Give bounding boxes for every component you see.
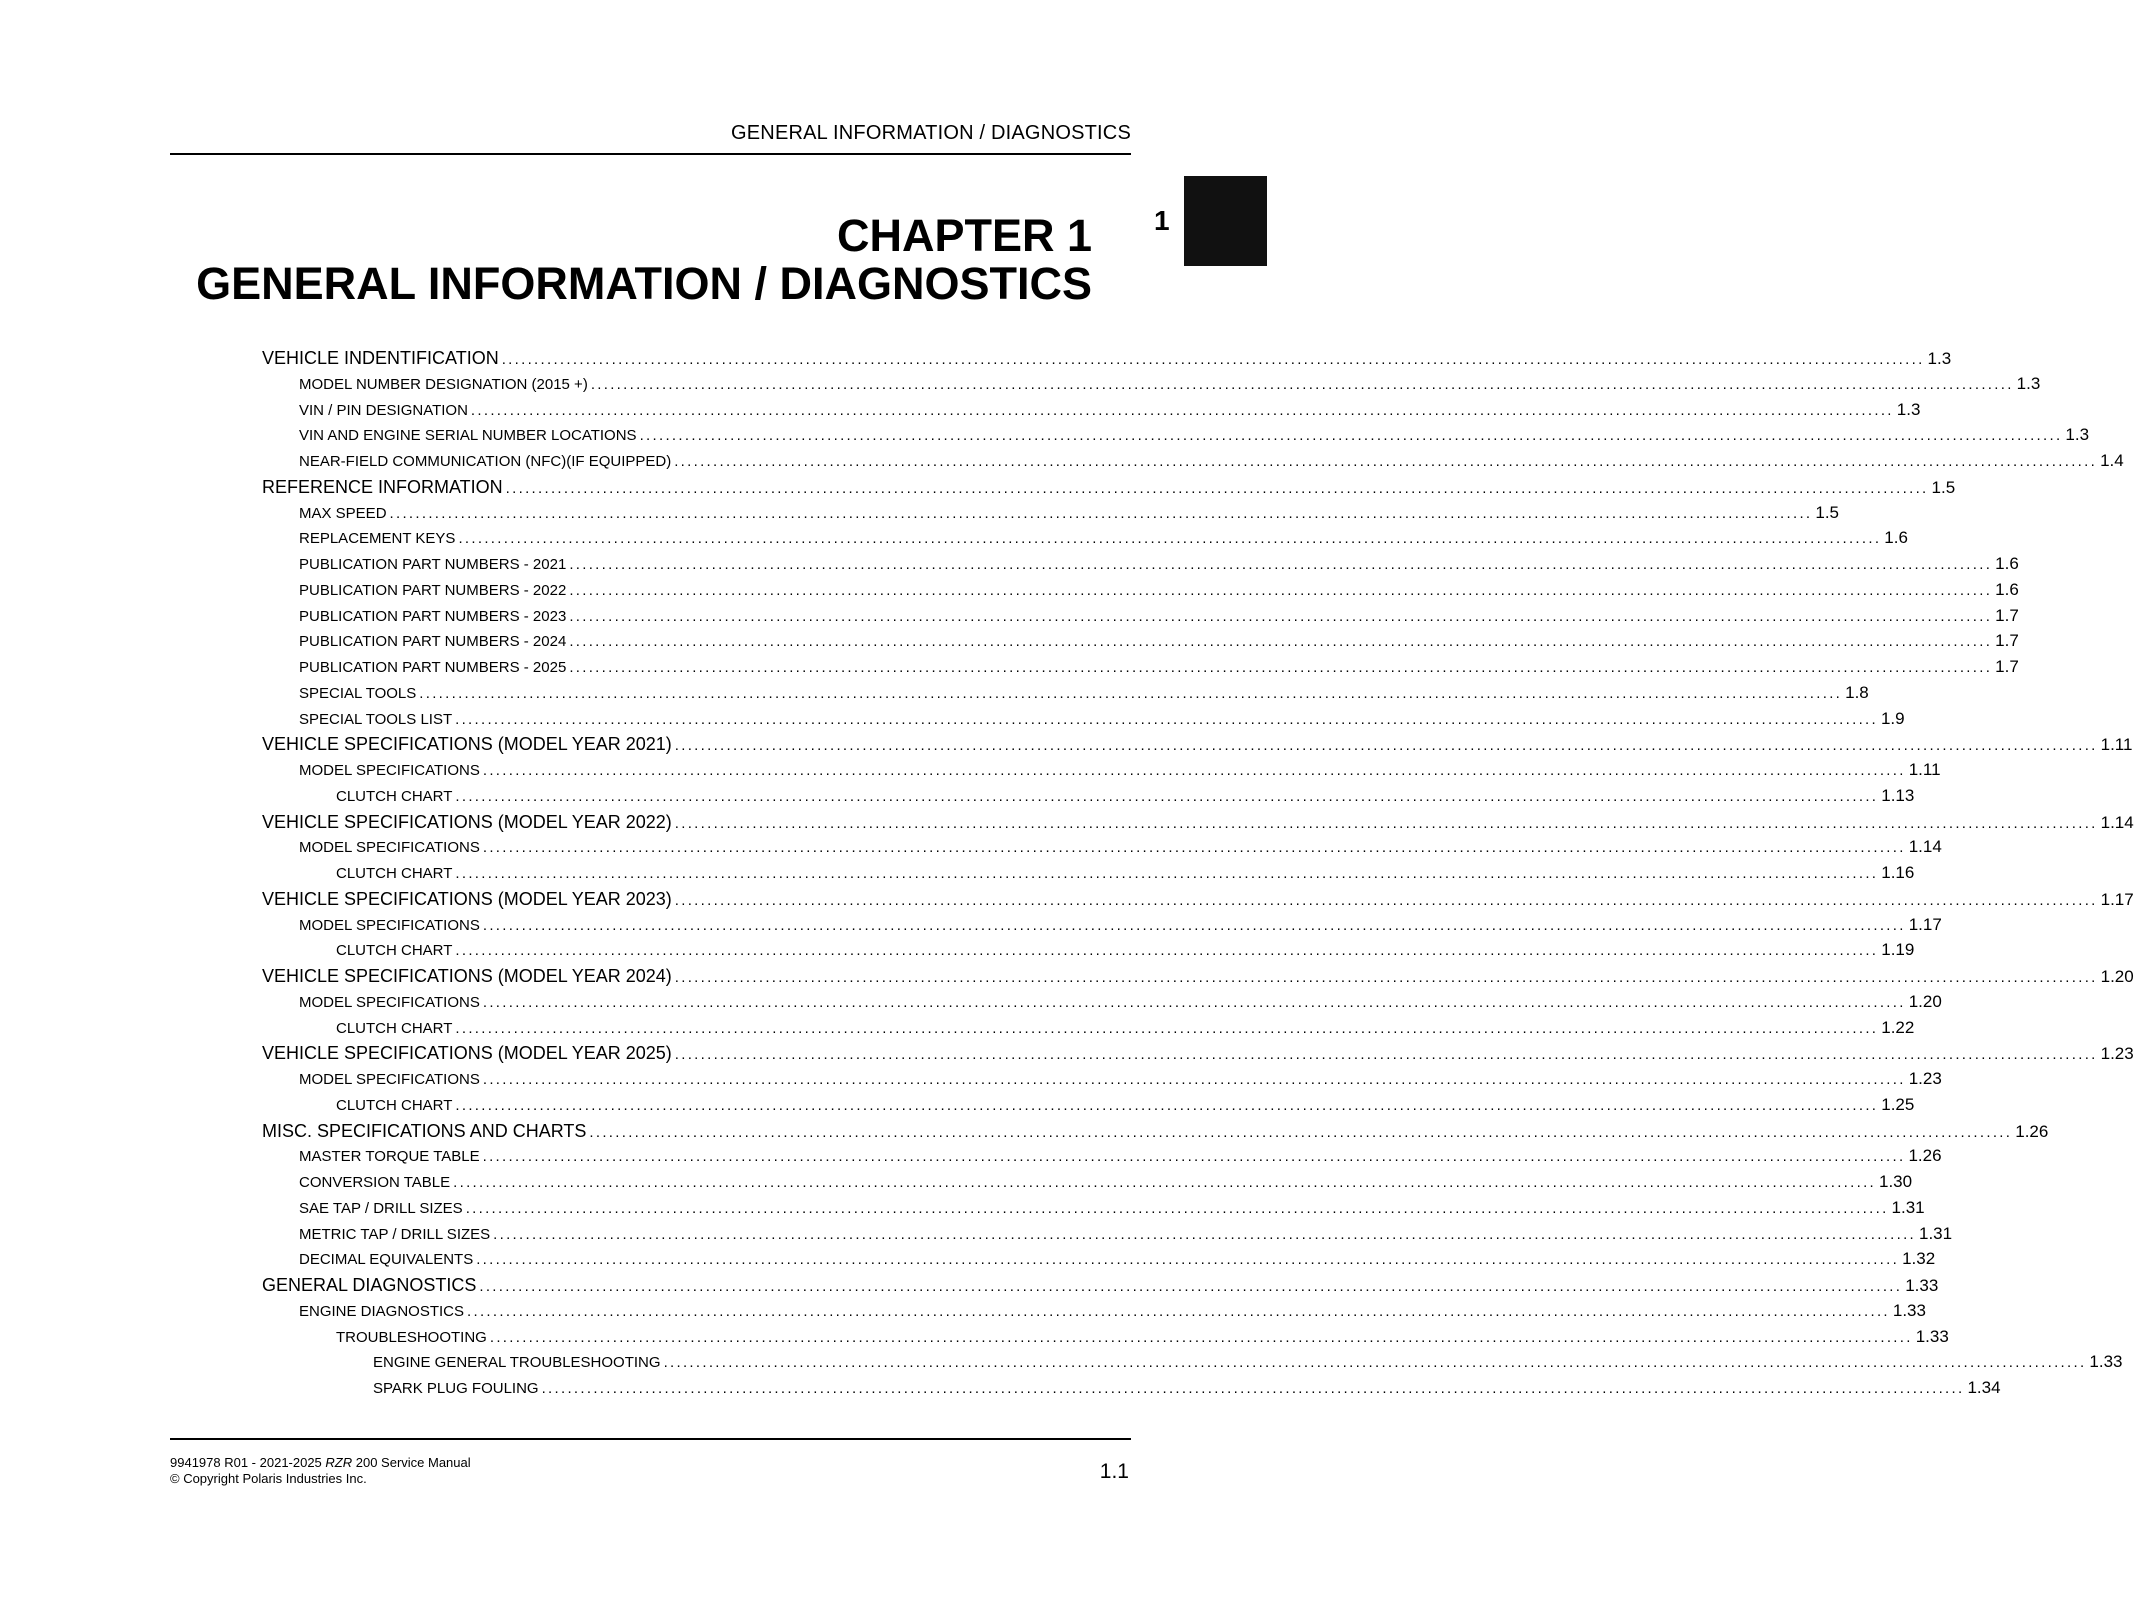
doc-suffix: 200 Service Manual (352, 1455, 471, 1470)
toc-entry[interactable] (262, 605, 2019, 632)
toc-entry-page: 1.9 (1880, 708, 1905, 728)
chapter-number: CHAPTER 1 (836, 210, 1092, 261)
toc-dot-leader: ............................................................................................................................................................................................................................ (674, 737, 2098, 755)
footer-doc-info (170, 1455, 471, 1487)
toc-entry[interactable] (262, 579, 2019, 606)
toc-dot-leader: ............................................................................................................................................................................................................................ (482, 1148, 1906, 1166)
toc-entry-page: 1.3 (2016, 373, 2041, 393)
toc-dot-leader: ............................................................................................................................................................................................................................ (453, 1174, 1876, 1191)
toc-entry[interactable] (262, 888, 2134, 915)
toc-entry-title: CLUTCH CHART (336, 942, 453, 960)
toc-entry-title: VEHICLE INDENTIFICATION (262, 348, 499, 368)
toc-dot-leader: ............................................................................................................................................................................................................................ (569, 581, 1993, 599)
toc-entry-title: VIN / PIN DESIGNATION (299, 401, 468, 419)
toc-entry-page: 1.33 (1905, 1276, 1939, 1295)
toc-entry-page: 1.6 (1884, 528, 1908, 548)
toc-entry-title: MISC. SPECIFICATIONS AND CHARTS (262, 1120, 587, 1141)
toc-entry-page: 1.7 (1995, 657, 2019, 676)
toc-dot-leader: ............................................................................................................................................................................................................................ (501, 351, 1925, 368)
toc-dot-leader: ............................................................................................................................................................................................................................ (467, 1302, 1890, 1320)
toc-entry-title: PUBLICATION PART NUMBERS - 2023 (299, 607, 567, 625)
toc-dot-leader: ............................................................................................................................................................................................................................ (476, 1251, 1900, 1269)
toc-entry-page: 1.14 (2100, 812, 2134, 832)
toc-entry[interactable] (262, 837, 1942, 863)
toc-entry-page: 1.33 (2089, 1352, 2123, 1372)
toc-entry[interactable] (262, 966, 2134, 992)
toc-dot-leader: ............................................................................................................................................................................................................................ (674, 891, 2098, 909)
toc-entry-title: ENGINE GENERAL TROUBLESHOOTING (373, 1354, 661, 1372)
toc-entry-page: 1.34 (1967, 1378, 2001, 1397)
toc-dot-leader: ............................................................................................................................................................................................................................ (455, 1096, 1879, 1114)
toc-entry[interactable] (262, 991, 1942, 1018)
toc-entry-title: VEHICLE SPECIFICATIONS (MODEL YEAR 2025) (262, 1043, 672, 1064)
toc-entry-page: 1.5 (1931, 477, 1956, 497)
toc-entry-title: MAX SPEED (299, 504, 387, 522)
header-rule (170, 153, 1131, 155)
toc-entry[interactable] (262, 451, 2124, 477)
toc-entry-title: DECIMAL EQUIVALENTS (299, 1251, 474, 1269)
toc-dot-leader: ............................................................................................................................................................................................................................ (569, 633, 1993, 651)
toc-entry-page: 1.32 (1902, 1249, 1936, 1269)
toc-entry-title: MODEL NUMBER DESIGNATION (2015 +) (299, 375, 588, 393)
toc-entry-page: 1.26 (2015, 1121, 2049, 1141)
toc-dot-leader: ............................................................................................................................................................................................................................ (458, 530, 1882, 548)
toc-dot-leader: ............................................................................................................................................................................................................................ (569, 607, 1993, 625)
toc-entry-title: CONVERSION TABLE (299, 1174, 451, 1191)
toc-dot-leader: ............................................................................................................................................................................................................................ (479, 1278, 1903, 1295)
toc-dot-leader: ............................................................................................................................................................................................................................ (674, 969, 2098, 986)
chapter-title (196, 212, 1092, 308)
footer-rule (170, 1438, 1131, 1440)
toc-entry-page: 1.26 (1908, 1146, 1942, 1166)
toc-entry-page: 1.5 (1815, 502, 1840, 522)
toc-entry-title: CLUTCH CHART (336, 787, 453, 805)
toc-entry-page: 1.31 (1891, 1197, 1925, 1217)
toc-dot-leader: ............................................................................................................................................................................................................................ (465, 1199, 1889, 1217)
toc-entry-page: 1.33 (1915, 1326, 1949, 1346)
toc-entry-title: MODEL SPECIFICATIONS (299, 762, 480, 779)
toc-entry[interactable] (262, 502, 1840, 529)
toc-entry-page: 1.3 (2065, 425, 2090, 445)
footer-doc-title (170, 1455, 471, 1471)
toc-dot-leader: ............................................................................................................................................................................................................................ (482, 916, 1906, 934)
toc-entry-page: 1.3 (1896, 399, 1921, 419)
toc-entry-page: 1.25 (1881, 1094, 1915, 1114)
toc-dot-leader: ............................................................................................................................................................................................................................ (482, 839, 1906, 857)
toc-entry-title: VEHICLE SPECIFICATIONS (MODEL YEAR 2022) (262, 811, 672, 832)
toc-dot-leader: ............................................................................................................................................................................................................................ (455, 710, 1878, 728)
toc-dot-leader: ............................................................................................................................................................................................................................ (674, 453, 2098, 470)
toc-entry[interactable] (262, 631, 2019, 657)
toc-entry-title: SPECIAL TOOLS LIST (299, 710, 453, 728)
toc-entry-title: REPLACEMENT KEYS (299, 530, 456, 548)
toc-entry-title: MASTER TORQUE TABLE (299, 1148, 480, 1166)
toc-dot-leader: ............................................................................................................................................................................................................................ (589, 1123, 2013, 1141)
toc-entry-page: 1.23 (2100, 1044, 2134, 1064)
toc-entry[interactable] (262, 734, 2133, 760)
toc-entry-page: 1.33 (1892, 1300, 1926, 1320)
toc-entry[interactable] (262, 1275, 1939, 1301)
toc-entry-title: NEAR-FIELD COMMUNICATION (NFC)(IF EQUIPPED) (299, 453, 672, 470)
toc-entry-page: 1.6 (1995, 579, 2019, 599)
toc-entry-page: 1.11 (1908, 760, 1941, 779)
toc-entry[interactable] (262, 554, 2019, 580)
toc-entry-page: 1.14 (1908, 837, 1942, 857)
toc-entry[interactable] (262, 1017, 1915, 1044)
toc-dot-leader: ............................................................................................................................................................................................................................ (569, 556, 1993, 573)
toc-entry[interactable] (262, 1352, 2123, 1378)
toc-entry-title: REFERENCE INFORMATION (262, 476, 503, 497)
page-number: 1.1 (1099, 1460, 1129, 1483)
toc-dot-leader: ............................................................................................................................................................................................................................ (493, 1225, 1916, 1243)
footer-copyright: © Copyright Polaris Industries Inc. (170, 1471, 367, 1486)
toc-dot-leader: ............................................................................................................................................................................................................................ (674, 814, 2098, 832)
toc-entry-page: 1.16 (1881, 863, 1915, 882)
toc-entry[interactable] (262, 1069, 1942, 1095)
toc-entry-title: VEHICLE SPECIFICATIONS (MODEL YEAR 2021) (262, 734, 672, 755)
toc-entry-page: 1.17 (1908, 914, 1942, 934)
toc-entry[interactable] (262, 1120, 2049, 1147)
toc-entry-title: SPECIAL TOOLS (299, 684, 417, 702)
toc-entry-title: VIN AND ENGINE SERIAL NUMBER LOCATIONS (299, 427, 637, 445)
toc-entry-title: MODEL SPECIFICATIONS (299, 993, 480, 1011)
toc-entry[interactable] (262, 476, 1956, 503)
toc-dot-leader: ............................................................................................................................................................................................................................ (639, 427, 2063, 445)
toc-dot-leader: ............................................................................................................................................................................................................................ (482, 1071, 1906, 1088)
toc-entry-title: VEHICLE SPECIFICATIONS (MODEL YEAR 2024) (262, 966, 672, 986)
toc-entry[interactable] (262, 1094, 1915, 1121)
toc-dot-leader: ............................................................................................................................................................................................................................ (482, 762, 1906, 779)
toc-dot-leader: ............................................................................................................................................................................................................................ (541, 1380, 1965, 1397)
toc-entry[interactable] (262, 399, 1921, 426)
toc-entry[interactable] (262, 348, 1952, 374)
toc-entry-page: 1.11 (2100, 735, 2133, 755)
toc-dot-leader: ............................................................................................................................................................................................................................ (569, 659, 1993, 676)
toc-entry-page: 1.8 (1845, 682, 1869, 702)
toc-entry-page: 1.20 (2100, 967, 2134, 986)
toc-entry-page: 1.13 (1881, 785, 1915, 805)
toc-entry-page: 1.19 (1881, 940, 1915, 960)
toc-entry-page: 1.22 (1881, 1017, 1915, 1037)
toc-entry-title: SPARK PLUG FOULING (373, 1380, 539, 1397)
toc-entry[interactable] (262, 1378, 2001, 1404)
toc-entry-page: 1.3 (1927, 349, 1952, 368)
toc-entry-page: 1.31 (1919, 1223, 1953, 1243)
toc-entry[interactable] (262, 1249, 1936, 1275)
toc-entry[interactable] (262, 760, 1941, 786)
toc-entry-title: CLUTCH CHART (336, 865, 453, 882)
toc-dot-leader: ............................................................................................................................................................................................................................ (455, 787, 1879, 805)
toc-entry-page: 1.7 (1995, 605, 2019, 625)
toc-dot-leader: ............................................................................................................................................................................................................................ (455, 942, 1879, 960)
toc-entry-title: MODEL SPECIFICATIONS (299, 839, 480, 857)
toc-entry-page: 1.30 (1879, 1172, 1913, 1191)
toc-dot-leader: ............................................................................................................................................................................................................................ (470, 401, 1894, 419)
doc-prefix: 9941978 R01 - 2021-2025 (170, 1455, 326, 1470)
toc-entry-title: PUBLICATION PART NUMBERS - 2022 (299, 581, 567, 599)
toc-entry-title: TROUBLESHOOTING (336, 1328, 487, 1346)
toc-entry-page: 1.23 (1908, 1069, 1942, 1088)
toc-entry[interactable] (262, 708, 1905, 735)
toc-entry[interactable] (262, 1197, 1925, 1224)
toc-entry-title: MODEL SPECIFICATIONS (299, 916, 480, 934)
toc-entry[interactable] (262, 425, 2090, 451)
toc-entry-title: VEHICLE SPECIFICATIONS (MODEL YEAR 2023) (262, 888, 672, 909)
toc-entry-title: PUBLICATION PART NUMBERS - 2025 (299, 659, 567, 676)
toc-dot-leader: ............................................................................................................................................................................................................................ (482, 993, 1906, 1011)
toc-entry[interactable] (262, 528, 1908, 554)
toc-dot-leader: ............................................................................................................................................................................................................................ (455, 865, 1879, 882)
toc-entry[interactable] (262, 1223, 1953, 1250)
toc-entry-page: 1.20 (1908, 991, 1942, 1011)
toc-entry-page: 1.7 (1995, 631, 2019, 651)
toc-entry-title: METRIC TAP / DRILL SIZES (299, 1225, 491, 1243)
toc-entry-title: PUBLICATION PART NUMBERS - 2024 (299, 633, 567, 651)
toc-entry-page: 1.6 (1995, 554, 2019, 573)
toc-entry-page: 1.17 (2100, 889, 2134, 909)
toc-entry-title: SAE TAP / DRILL SIZES (299, 1199, 463, 1217)
toc-entry[interactable] (262, 914, 1942, 941)
toc-dot-leader: ............................................................................................................................................................................................................................ (590, 375, 2014, 393)
toc-entry[interactable] (262, 682, 1869, 709)
toc-dot-leader: ............................................................................................................................................................................................................................ (674, 1046, 2098, 1064)
toc-dot-leader: ............................................................................................................................................................................................................................ (663, 1354, 2087, 1372)
running-header: GENERAL INFORMATION / DIAGNOSTICS (731, 122, 1131, 144)
toc-entry-title: MODEL SPECIFICATIONS (299, 1071, 480, 1088)
toc-dot-leader: ............................................................................................................................................................................................................................ (489, 1328, 1913, 1346)
chapter-tab-number: 1 (1154, 205, 1170, 236)
table-of-contents (262, 348, 2134, 1404)
toc-entry-title: ENGINE DIAGNOSTICS (299, 1302, 465, 1320)
toc-entry[interactable] (262, 940, 1915, 966)
toc-entry[interactable] (262, 657, 2019, 683)
toc-entry-title: CLUTCH CHART (336, 1096, 453, 1114)
toc-dot-leader: ............................................................................................................................................................................................................................ (419, 684, 1843, 702)
toc-entry[interactable] (262, 1172, 1913, 1198)
toc-entry[interactable] (262, 1146, 1942, 1172)
toc-entry[interactable] (262, 1300, 1926, 1327)
toc-dot-leader: ............................................................................................................................................................................................................................ (389, 504, 1813, 522)
toc-dot-leader: ............................................................................................................................................................................................................................ (505, 479, 1929, 497)
toc-entry-title: GENERAL DIAGNOSTICS (262, 1275, 477, 1295)
toc-entry-title: PUBLICATION PART NUMBERS - 2021 (299, 556, 567, 573)
chapter-name: GENERAL INFORMATION / DIAGNOSTICS (196, 258, 1092, 309)
toc-entry-page: 1.4 (2100, 451, 2124, 470)
toc-entry[interactable] (262, 863, 1915, 889)
chapter-tab-marker (1184, 176, 1267, 266)
toc-entry[interactable] (262, 811, 2134, 838)
doc-model: RZR (325, 1455, 353, 1470)
toc-dot-leader: ............................................................................................................................................................................................................................ (455, 1019, 1879, 1037)
toc-entry[interactable] (262, 1043, 2134, 1069)
toc-entry[interactable] (262, 1326, 1949, 1353)
toc-entry[interactable] (262, 785, 1915, 812)
toc-entry[interactable] (262, 373, 2041, 400)
toc-entry-title: CLUTCH CHART (336, 1019, 453, 1037)
